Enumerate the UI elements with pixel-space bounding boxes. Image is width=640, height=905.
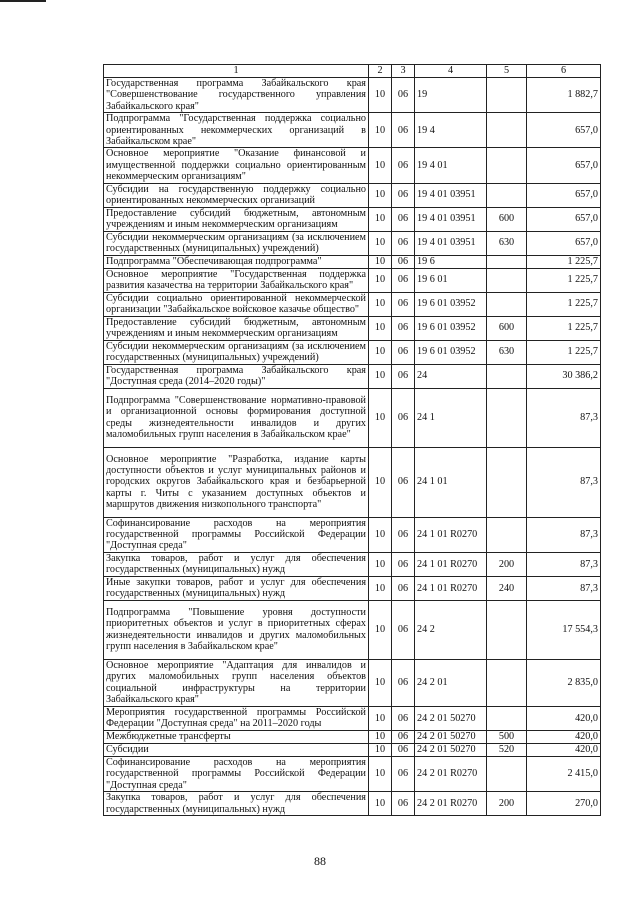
- row-subsection: 06: [392, 517, 415, 552]
- row-name: Софинансирование расходов на мероприятия государственной программы Российской Федерации "Доступная среда": [104, 517, 369, 552]
- row-section: 10: [369, 255, 392, 268]
- row-expense-type: [487, 706, 527, 730]
- row-name: Субсидии социально ориентированной некоммерческой организации "Забайкальское войсковое казачье общество": [104, 292, 369, 316]
- row-target-code: 24 1 01 R0270: [415, 517, 487, 552]
- table-row: [104, 183, 601, 207]
- row-amount: 30 386,2: [527, 364, 601, 388]
- table-body: [104, 78, 601, 816]
- row-expense-type: [487, 255, 527, 268]
- row-section: 10: [369, 340, 392, 364]
- row-expense-type: 240: [487, 576, 527, 600]
- row-amount: 657,0: [527, 183, 601, 207]
- table-row: [104, 148, 601, 183]
- row-expense-type: [487, 148, 527, 183]
- budget-table: [103, 64, 601, 816]
- row-subsection: 06: [392, 576, 415, 600]
- row-subsection: 06: [392, 659, 415, 706]
- row-target-code: 19: [415, 78, 487, 113]
- row-expense-type: 520: [487, 743, 527, 756]
- page-number: 88: [314, 854, 326, 868]
- row-expense-type: 600: [487, 316, 527, 340]
- row-amount: 87,3: [527, 388, 601, 447]
- row-name: Софинансирование расходов на мероприятия государственной программы Российской Федерации "Доступная среда": [104, 756, 369, 791]
- row-expense-type: [487, 268, 527, 292]
- row-amount: 1 225,7: [527, 292, 601, 316]
- row-name: Государственная программа Забайкальского края "Доступная среда (2014–2020 годы)": [104, 364, 369, 388]
- row-target-code: 19 4: [415, 113, 487, 148]
- row-expense-type: [487, 388, 527, 447]
- row-name: Основное мероприятие "Адаптация для инвалидов и других маломобильных групп населения объектов социальной инфраструктуры на территории Забайкальского края": [104, 659, 369, 706]
- row-amount: 17 554,3: [527, 600, 601, 659]
- row-amount: 87,3: [527, 517, 601, 552]
- row-section: 10: [369, 388, 392, 447]
- row-section: 10: [369, 517, 392, 552]
- row-expense-type: [487, 78, 527, 113]
- row-subsection: 06: [392, 292, 415, 316]
- row-section: 10: [369, 576, 392, 600]
- row-target-code: 19 6 01 03952: [415, 292, 487, 316]
- row-expense-type: 600: [487, 207, 527, 231]
- row-expense-type: [487, 600, 527, 659]
- row-expense-type: [487, 756, 527, 791]
- table-row: [104, 292, 601, 316]
- row-target-code: 24 2 01 50270: [415, 743, 487, 756]
- row-subsection: 06: [392, 552, 415, 576]
- row-expense-type: [487, 183, 527, 207]
- table-row: [104, 706, 601, 730]
- row-name: Субсидии некоммерческим организациям (за исключением государственных (муниципальных) учреждений): [104, 340, 369, 364]
- row-target-code: 19 4 01: [415, 148, 487, 183]
- row-name: Подпрограмма "Государственная поддержка социально ориентированных некоммерческих организаций в Забайкальском крае": [104, 113, 369, 148]
- row-subsection: 06: [392, 447, 415, 517]
- row-name: Межбюджетные трансферты: [104, 730, 369, 743]
- row-name: Закупка товаров, работ и услуг для обеспечения государственных (муниципальных) нужд: [104, 792, 369, 816]
- row-subsection: 06: [392, 207, 415, 231]
- row-subsection: 06: [392, 364, 415, 388]
- row-name: Подпрограмма "Совершенствование нормативно-правовой и организационной основы формирования доступной среды жизнедеятельности инвалидов и других маломобильных групп населения в Забайкальском крае": [104, 388, 369, 447]
- row-name: Субсидии: [104, 743, 369, 756]
- row-amount: 87,3: [527, 552, 601, 576]
- row-subsection: 06: [392, 148, 415, 183]
- row-target-code: 19 4 01 03951: [415, 183, 487, 207]
- row-subsection: 06: [392, 706, 415, 730]
- row-expense-type: 630: [487, 340, 527, 364]
- row-target-code: 24 2 01 R0270: [415, 756, 487, 791]
- row-expense-type: 200: [487, 792, 527, 816]
- row-amount: 657,0: [527, 148, 601, 183]
- row-section: 10: [369, 447, 392, 517]
- table-row: [104, 364, 601, 388]
- table-row: [104, 659, 601, 706]
- row-subsection: 06: [392, 113, 415, 148]
- table-row: [104, 517, 601, 552]
- row-section: 10: [369, 659, 392, 706]
- table-row: [104, 316, 601, 340]
- table-row: [104, 231, 601, 255]
- row-amount: 2 415,0: [527, 756, 601, 791]
- row-subsection: 06: [392, 78, 415, 113]
- table-row: [104, 207, 601, 231]
- row-target-code: 24 2 01 R0270: [415, 792, 487, 816]
- row-amount: 1 225,7: [527, 316, 601, 340]
- budget-table-sheet: [103, 64, 600, 816]
- row-expense-type: [487, 113, 527, 148]
- row-name: Мероприятия государственной программы Российской Федерации "Доступная среда" на 2011–2020 годы: [104, 706, 369, 730]
- row-expense-type: [487, 517, 527, 552]
- row-target-code: 24 2 01: [415, 659, 487, 706]
- row-target-code: 24 2 01 50270: [415, 730, 487, 743]
- row-name: Иные закупки товаров, работ и услуг для обеспечения государственных (муниципальных) нужд: [104, 576, 369, 600]
- row-section: 10: [369, 78, 392, 113]
- row-section: 10: [369, 730, 392, 743]
- row-section: 10: [369, 316, 392, 340]
- row-name: Основное мероприятие "Оказание финансовой и имущественной поддержки социально ориентированным некоммерческим организациям": [104, 148, 369, 183]
- table-row: [104, 792, 601, 816]
- row-amount: 657,0: [527, 207, 601, 231]
- header-col-5: 5: [487, 65, 527, 78]
- row-subsection: 06: [392, 316, 415, 340]
- table-row: [104, 743, 601, 756]
- table-row: [104, 113, 601, 148]
- row-section: 10: [369, 600, 392, 659]
- row-section: 10: [369, 231, 392, 255]
- row-amount: 270,0: [527, 792, 601, 816]
- row-target-code: 24 1: [415, 388, 487, 447]
- table-row: [104, 447, 601, 517]
- row-subsection: 06: [392, 231, 415, 255]
- row-target-code: 19 6: [415, 255, 487, 268]
- table-row: [104, 730, 601, 743]
- row-subsection: 06: [392, 730, 415, 743]
- header-col-2: 2: [369, 65, 392, 78]
- table-row: [104, 576, 601, 600]
- table-row: [104, 340, 601, 364]
- table-row: [104, 268, 601, 292]
- row-name: Предоставление субсидий бюджетным, автономным учреждениям и иным некоммерческим организациям: [104, 316, 369, 340]
- row-section: 10: [369, 756, 392, 791]
- row-expense-type: 200: [487, 552, 527, 576]
- row-section: 10: [369, 552, 392, 576]
- header-col-3: 3: [392, 65, 415, 78]
- header-row: [104, 65, 601, 78]
- row-expense-type: 500: [487, 730, 527, 743]
- row-subsection: 06: [392, 600, 415, 659]
- row-amount: 1 225,7: [527, 268, 601, 292]
- row-target-code: 24 1 01 R0270: [415, 576, 487, 600]
- row-amount: 657,0: [527, 231, 601, 255]
- row-target-code: 19 6 01 03952: [415, 340, 487, 364]
- row-target-code: 24: [415, 364, 487, 388]
- row-subsection: 06: [392, 268, 415, 292]
- row-target-code: 19 4 01 03951: [415, 231, 487, 255]
- row-amount: 420,0: [527, 743, 601, 756]
- row-amount: 1 225,7: [527, 255, 601, 268]
- row-section: 10: [369, 268, 392, 292]
- row-subsection: 06: [392, 255, 415, 268]
- row-target-code: 24 1 01: [415, 447, 487, 517]
- header-col-6: 6: [527, 65, 601, 78]
- row-name: Предоставление субсидий бюджетным, автономным учреждениям и иным некоммерческим организациям: [104, 207, 369, 231]
- row-subsection: 06: [392, 183, 415, 207]
- table-header: [104, 65, 601, 78]
- header-col-1: 1: [104, 65, 369, 78]
- table-row: [104, 756, 601, 791]
- row-amount: 1 225,7: [527, 340, 601, 364]
- row-expense-type: 630: [487, 231, 527, 255]
- row-section: 10: [369, 743, 392, 756]
- row-name: Основное мероприятие "Государственная поддержка развития казачества на территории Забайкальского края": [104, 268, 369, 292]
- row-expense-type: [487, 659, 527, 706]
- table-row: [104, 600, 601, 659]
- row-subsection: 06: [392, 792, 415, 816]
- table-row: [104, 388, 601, 447]
- table-row: [104, 78, 601, 113]
- row-amount: 420,0: [527, 706, 601, 730]
- row-section: 10: [369, 706, 392, 730]
- row-name: Подпрограмма "Обеспечивающая подпрограмма": [104, 255, 369, 268]
- row-target-code: 24 2: [415, 600, 487, 659]
- row-target-code: 19 6 01: [415, 268, 487, 292]
- row-section: 10: [369, 792, 392, 816]
- row-amount: 87,3: [527, 447, 601, 517]
- row-section: 10: [369, 183, 392, 207]
- row-name: Подпрограмма "Повышение уровня доступности приоритетных объектов и услуг в приоритетных сферах жизнедеятельности инвалидов и других маломобильных групп населения в Забайкальском крае": [104, 600, 369, 659]
- header-col-4: 4: [415, 65, 487, 78]
- row-target-code: 19 4 01 03951: [415, 207, 487, 231]
- row-target-code: 24 1 01 R0270: [415, 552, 487, 576]
- row-section: 10: [369, 364, 392, 388]
- row-section: 10: [369, 113, 392, 148]
- row-subsection: 06: [392, 756, 415, 791]
- row-expense-type: [487, 292, 527, 316]
- scan-edge-mark: [0, 0, 46, 2]
- row-amount: 420,0: [527, 730, 601, 743]
- row-expense-type: [487, 447, 527, 517]
- row-amount: 1 882,7: [527, 78, 601, 113]
- row-subsection: 06: [392, 743, 415, 756]
- row-name: Закупка товаров, работ и услуг для обеспечения государственных (муниципальных) нужд: [104, 552, 369, 576]
- row-name: Основное мероприятие "Разработка, издание карты доступности объектов и услуг муниципальных районов и городских округов Забайкальского края и безбарьерной карты г. Читы с указанием доступных объектов и маршрутов движения низкопольного транспорта": [104, 447, 369, 517]
- table-row: [104, 255, 601, 268]
- row-amount: 2 835,0: [527, 659, 601, 706]
- row-section: 10: [369, 207, 392, 231]
- row-amount: 657,0: [527, 113, 601, 148]
- row-name: Государственная программа Забайкальского края "Совершенствование государственного управления Забайкальского края": [104, 78, 369, 113]
- table-row: [104, 552, 601, 576]
- row-amount: 87,3: [527, 576, 601, 600]
- row-section: 10: [369, 148, 392, 183]
- row-name: Субсидии на государственную поддержку социально ориентированных некоммерческих организаций: [104, 183, 369, 207]
- row-subsection: 06: [392, 388, 415, 447]
- row-name: Субсидии некоммерческим организациям (за исключением государственных (муниципальных) учреждений): [104, 231, 369, 255]
- row-section: 10: [369, 292, 392, 316]
- row-target-code: 24 2 01 50270: [415, 706, 487, 730]
- row-expense-type: [487, 364, 527, 388]
- row-target-code: 19 6 01 03952: [415, 316, 487, 340]
- row-subsection: 06: [392, 340, 415, 364]
